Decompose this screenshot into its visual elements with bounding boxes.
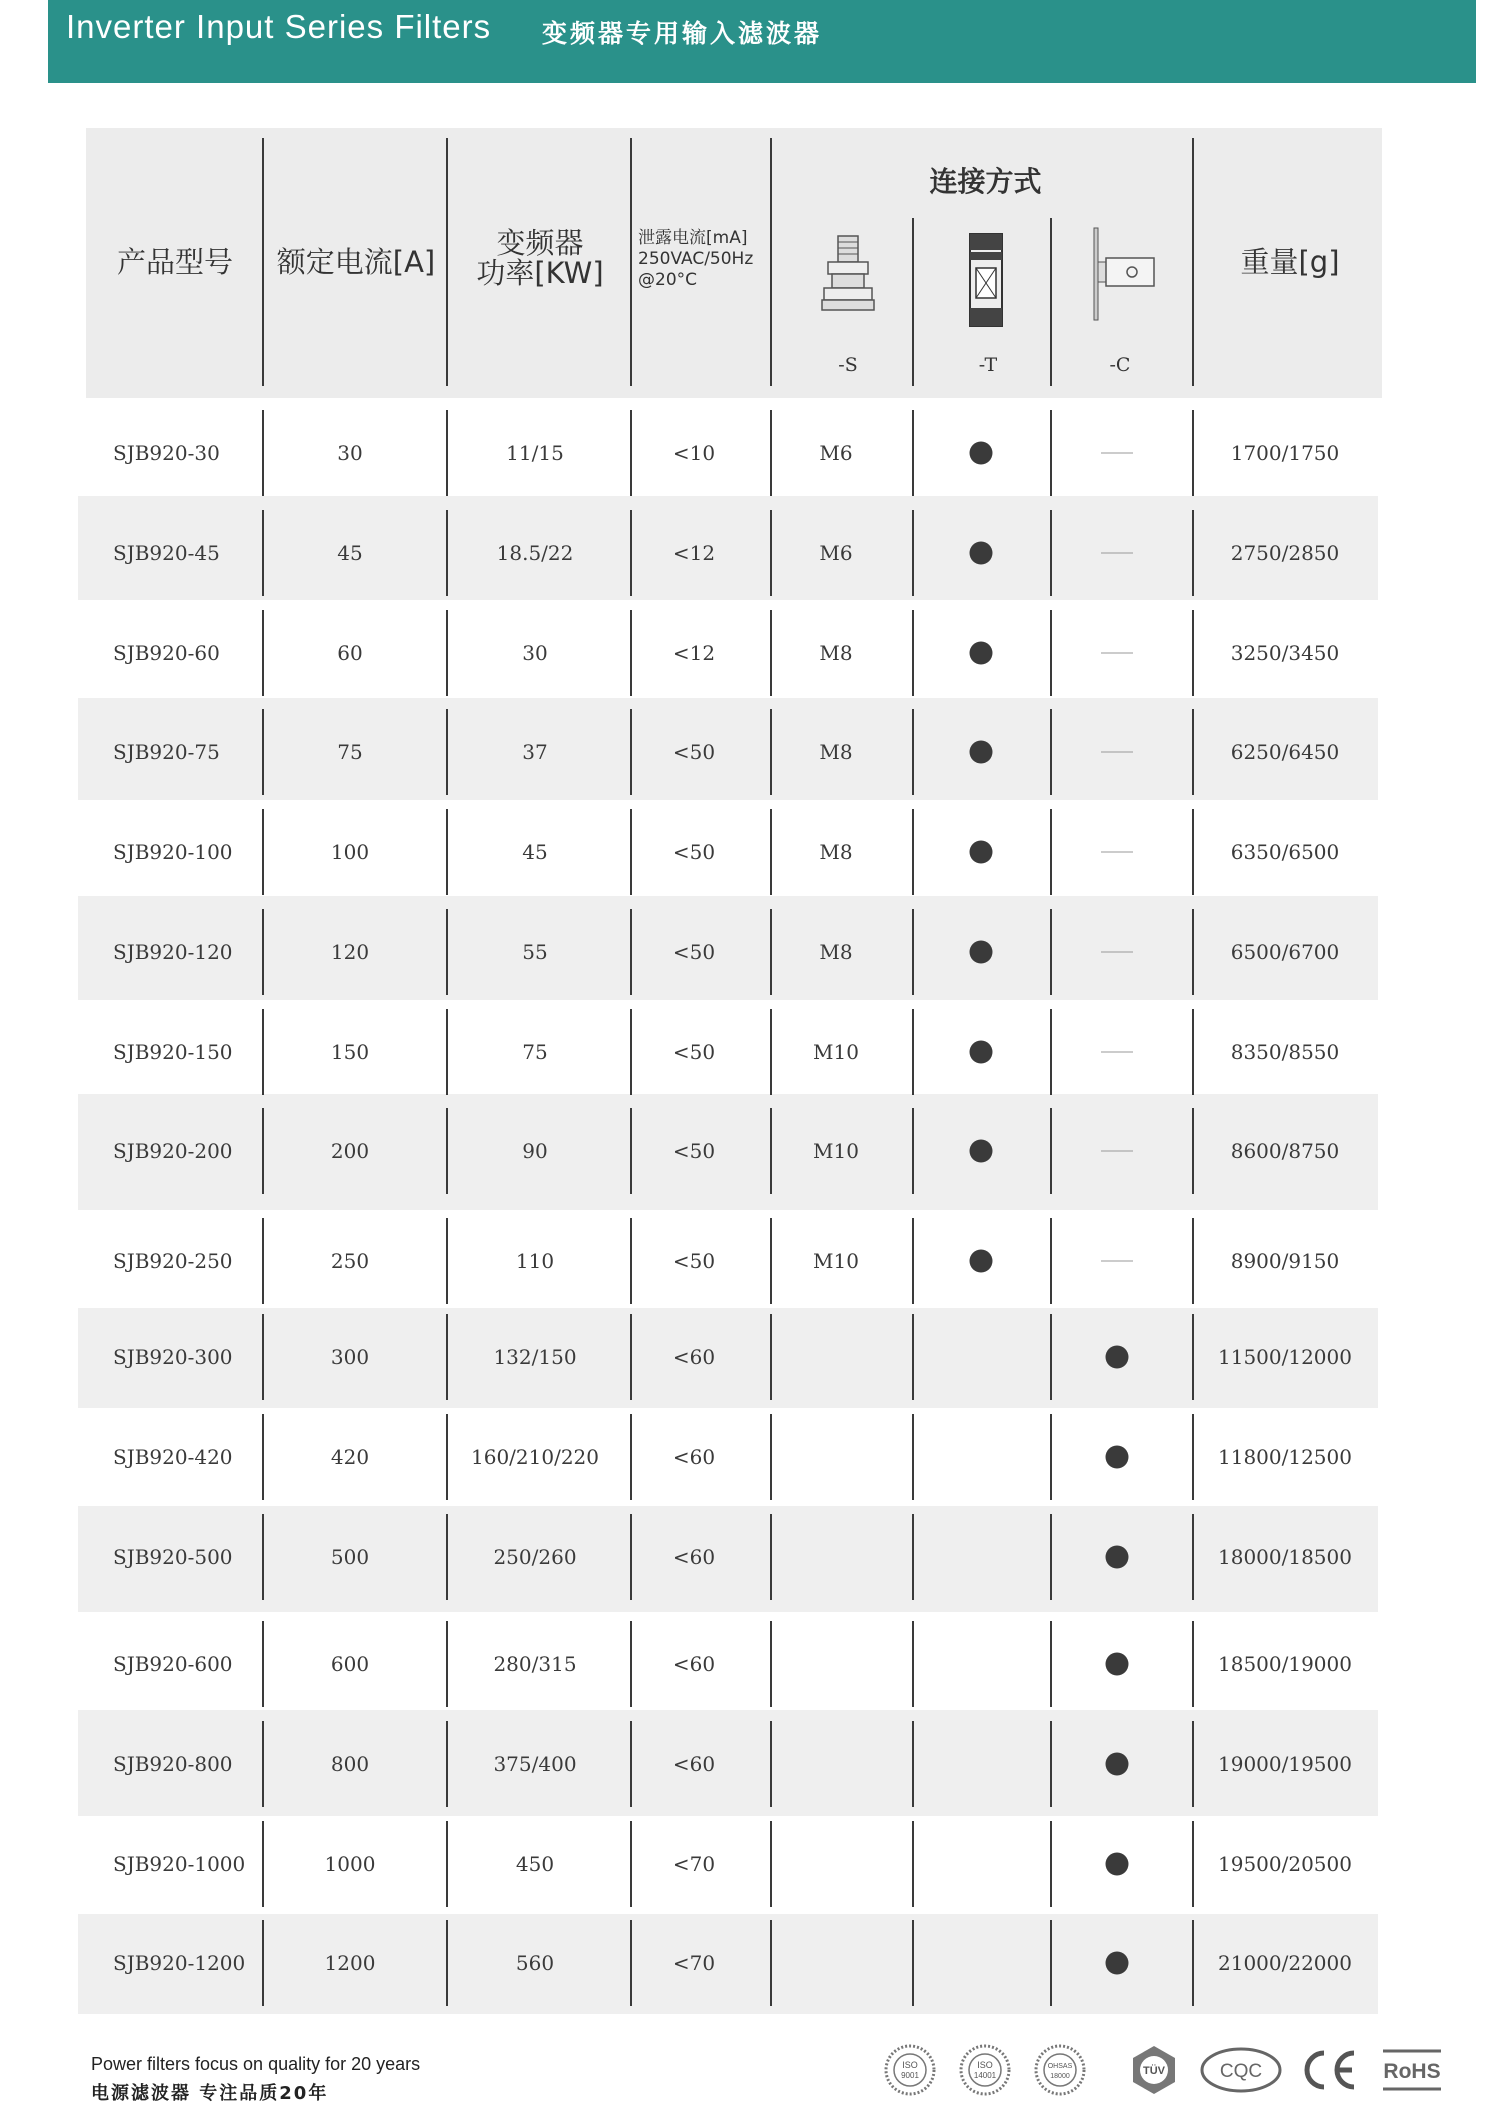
cell-leakage: <50 — [672, 840, 716, 864]
cell-power: 30 — [522, 641, 548, 665]
cell-power: 45 — [522, 840, 548, 864]
cell-model: SJB920-500 — [113, 1545, 233, 1569]
cell-weight: 6350/6500 — [1230, 840, 1340, 864]
column-divider — [1050, 1108, 1052, 1194]
column-divider — [262, 709, 264, 795]
column-divider — [1192, 1920, 1194, 2006]
filled-dot-icon — [970, 1041, 993, 1064]
column-divider — [446, 1414, 448, 1500]
filled-dot-icon — [1106, 1446, 1129, 1469]
cell-weight: 8600/8750 — [1230, 1139, 1340, 1163]
column-divider — [1192, 709, 1194, 795]
filled-dot-icon — [1106, 1853, 1129, 1876]
column-divider — [912, 1920, 914, 2006]
column-divider — [262, 1920, 264, 2006]
column-divider — [1192, 510, 1194, 596]
column-divider — [446, 1514, 448, 1600]
svg-text:OHSAS: OHSAS — [1047, 2063, 1073, 2070]
cell-s: M8 — [819, 740, 853, 764]
column-divider — [1050, 1414, 1052, 1500]
column-divider — [446, 410, 448, 496]
cell-model: SJB920-45 — [113, 541, 220, 565]
column-divider — [1192, 1721, 1194, 1807]
cell-model: SJB920-150 — [113, 1040, 233, 1064]
cell-current: 60 — [337, 641, 363, 665]
iso-9001-logo — [880, 2040, 940, 2100]
header-leakage-line2: 250VAC/50Hz — [638, 249, 754, 269]
svg-text:9001: 9001 — [901, 2071, 919, 2080]
column-divider — [1192, 1821, 1194, 1907]
column-divider — [912, 1621, 914, 1707]
filled-dot-icon — [1106, 1346, 1129, 1369]
svg-text:ISO: ISO — [977, 2060, 993, 2070]
filled-dot-icon — [1106, 1546, 1129, 1569]
column-divider — [1050, 1514, 1052, 1600]
cell-leakage: <12 — [672, 641, 716, 665]
cell-model: SJB920-250 — [113, 1249, 233, 1273]
cell-power: 11/15 — [506, 441, 564, 465]
cell-weight: 11800/12500 — [1218, 1445, 1352, 1469]
cell-power: 250/260 — [493, 1545, 577, 1569]
cell-model: SJB920-100 — [113, 840, 233, 864]
dash-mark — [1101, 752, 1133, 753]
cell-model: SJB920-1000 — [113, 1852, 246, 1876]
column-divider — [446, 709, 448, 795]
cell-current: 100 — [330, 840, 370, 864]
column-divider — [912, 1414, 914, 1500]
header-power-line1: 变频器 — [496, 226, 584, 260]
svg-text:RoHS: RoHS — [1383, 2060, 1441, 2083]
column-divider — [446, 1721, 448, 1807]
title-banner — [48, 0, 1476, 83]
cell-weight: 19000/19500 — [1218, 1752, 1352, 1776]
column-divider — [1050, 1218, 1052, 1304]
header-leakage-line3: @20°C — [638, 270, 698, 290]
cell-power: 560 — [515, 1951, 555, 1975]
svg-text:18000: 18000 — [1050, 2073, 1070, 2080]
tuv-logo — [1124, 2040, 1184, 2100]
column-divider — [262, 410, 264, 496]
cell-current: 300 — [330, 1345, 370, 1369]
cell-leakage: <60 — [672, 1652, 716, 1676]
column-divider — [262, 909, 264, 995]
column-divider — [912, 1514, 914, 1600]
cell-power: 110 — [515, 1249, 555, 1273]
cell-weight: 8900/9150 — [1230, 1249, 1340, 1273]
column-divider — [262, 1218, 264, 1304]
header-power-line2: 功率[KW] — [476, 256, 604, 290]
cell-model: SJB920-30 — [113, 441, 220, 465]
column-divider — [912, 1314, 914, 1400]
column-divider — [446, 510, 448, 596]
filled-dot-icon — [970, 741, 993, 764]
cell-weight: 6250/6450 — [1230, 740, 1340, 764]
column-divider — [1192, 1009, 1194, 1095]
column-divider — [1050, 909, 1052, 995]
cell-power: 90 — [522, 1139, 548, 1163]
cell-weight: 2750/2850 — [1230, 541, 1340, 565]
cell-power: 18.5/22 — [496, 541, 574, 565]
column-divider — [1192, 1218, 1194, 1304]
cell-current: 600 — [330, 1652, 370, 1676]
filled-dot-icon — [970, 941, 993, 964]
cell-leakage: <60 — [672, 1752, 716, 1776]
cell-current: 150 — [330, 1040, 370, 1064]
cell-current: 75 — [337, 740, 363, 764]
column-divider — [262, 138, 264, 386]
cell-current: 1200 — [324, 1951, 376, 1975]
column-divider — [1050, 1621, 1052, 1707]
column-divider — [1192, 1108, 1194, 1194]
column-divider — [770, 138, 772, 386]
cell-model: SJB920-800 — [113, 1752, 233, 1776]
cell-power: 375/400 — [493, 1752, 577, 1776]
cell-s: M8 — [819, 840, 853, 864]
cell-s: M10 — [813, 1249, 859, 1273]
iso-14001-logo — [955, 2040, 1015, 2100]
stud-terminal-icon — [818, 232, 878, 322]
column-divider — [630, 138, 632, 386]
column-divider — [262, 1414, 264, 1500]
cell-power: 160/210/220 — [471, 1445, 599, 1469]
column-divider — [1192, 1314, 1194, 1400]
column-divider — [1192, 610, 1194, 696]
column-divider — [262, 1314, 264, 1400]
cell-power: 132/150 — [493, 1345, 577, 1369]
header-leakage — [638, 228, 778, 291]
header-conn-c: -C — [1109, 354, 1131, 376]
ce-logo — [1298, 2040, 1360, 2100]
column-divider — [262, 809, 264, 895]
header-leakage-line1: 泄露电流[mA] — [638, 228, 748, 248]
dash-mark — [1101, 653, 1133, 654]
dash-mark — [1101, 1261, 1133, 1262]
cell-leakage: <70 — [672, 1852, 716, 1876]
cell-weight: 18000/18500 — [1218, 1545, 1352, 1569]
cell-current: 800 — [330, 1752, 370, 1776]
filled-dot-icon — [970, 642, 993, 665]
cell-current: 1000 — [324, 1852, 376, 1876]
column-divider — [446, 1621, 448, 1707]
cell-power: 75 — [522, 1040, 548, 1064]
column-divider — [262, 1721, 264, 1807]
cell-current: 30 — [337, 441, 363, 465]
cell-model: SJB920-60 — [113, 641, 220, 665]
column-divider — [262, 510, 264, 596]
rohs-logo — [1378, 2040, 1446, 2100]
cqc-logo — [1198, 2040, 1284, 2100]
svg-text:TÜV: TÜV — [1143, 2065, 1165, 2077]
cell-leakage: <70 — [672, 1951, 716, 1975]
column-divider — [1050, 410, 1052, 496]
column-divider — [446, 909, 448, 995]
column-divider — [262, 1514, 264, 1600]
dash-mark — [1101, 453, 1133, 454]
column-divider — [1050, 218, 1052, 386]
column-divider — [446, 1920, 448, 2006]
header-model: 产品型号 — [116, 245, 233, 279]
cell-leakage: <60 — [672, 1445, 716, 1469]
header-conn-t: -T — [978, 354, 998, 376]
cell-leakage: <12 — [672, 541, 716, 565]
cell-model: SJB920-200 — [113, 1139, 233, 1163]
cell-leakage: <50 — [672, 1139, 716, 1163]
filled-dot-icon — [970, 542, 993, 565]
svg-text:14001: 14001 — [973, 2071, 997, 2080]
cell-weight: 1700/1750 — [1230, 441, 1340, 465]
cell-current: 420 — [330, 1445, 370, 1469]
dash-mark — [1101, 952, 1133, 953]
column-divider — [262, 1108, 264, 1194]
column-divider — [1050, 709, 1052, 795]
column-divider — [912, 1721, 914, 1807]
cell-current: 200 — [330, 1139, 370, 1163]
cell-current: 45 — [337, 541, 363, 565]
svg-text:CQC: CQC — [1219, 2061, 1263, 2082]
column-divider — [446, 138, 448, 386]
cell-model: SJB920-420 — [113, 1445, 233, 1469]
filled-dot-icon — [1106, 1653, 1129, 1676]
cell-power: 280/315 — [493, 1652, 577, 1676]
column-divider — [1050, 809, 1052, 895]
column-divider — [1192, 1621, 1194, 1707]
cell-model: SJB920-300 — [113, 1345, 233, 1369]
cell-weight: 6500/6700 — [1230, 940, 1340, 964]
header-current: 额定电流[A] — [276, 245, 436, 279]
page-title-en: Inverter Input Series Filters — [66, 8, 492, 45]
column-divider — [446, 809, 448, 895]
cell-weight: 11500/12000 — [1218, 1345, 1352, 1369]
cell-model: SJB920-600 — [113, 1652, 233, 1676]
cell-s: M10 — [813, 1040, 859, 1064]
filled-dot-icon — [970, 1250, 993, 1273]
column-divider — [1192, 1414, 1194, 1500]
column-divider — [1192, 138, 1194, 386]
svg-text:ISO: ISO — [902, 2060, 918, 2070]
column-divider — [1050, 1821, 1052, 1907]
cell-s: M6 — [819, 441, 853, 465]
column-divider — [1050, 1920, 1052, 2006]
cell-weight: 19500/20500 — [1218, 1852, 1352, 1876]
column-divider — [446, 1314, 448, 1400]
cell-weight: 8350/8550 — [1230, 1040, 1340, 1064]
filled-dot-icon — [1106, 1753, 1129, 1776]
cell-leakage: <50 — [672, 740, 716, 764]
column-divider — [1192, 809, 1194, 895]
cell-power: 55 — [522, 940, 548, 964]
cell-model: SJB920-75 — [113, 740, 220, 764]
cell-weight: 21000/22000 — [1218, 1951, 1352, 1975]
dash-mark — [1101, 1151, 1133, 1152]
cell-power: 37 — [522, 740, 548, 764]
dash-mark — [1101, 1052, 1133, 1053]
cell-leakage: <50 — [672, 940, 716, 964]
cell-current: 500 — [330, 1545, 370, 1569]
column-divider — [446, 610, 448, 696]
column-divider — [446, 1108, 448, 1194]
column-divider — [1192, 909, 1194, 995]
column-divider — [1192, 410, 1194, 496]
terminal-block-icon — [966, 232, 1006, 328]
cell-leakage: <60 — [672, 1345, 716, 1369]
cell-s: M6 — [819, 541, 853, 565]
filled-dot-icon — [1106, 1952, 1129, 1975]
header-weight: 重量[g] — [1240, 245, 1340, 279]
cell-weight: 3250/3450 — [1230, 641, 1340, 665]
cell-leakage: <60 — [672, 1545, 716, 1569]
column-divider — [446, 1218, 448, 1304]
cell-weight: 18500/19000 — [1218, 1652, 1352, 1676]
filled-dot-icon — [970, 442, 993, 465]
column-divider — [1050, 1314, 1052, 1400]
footer-slogan-cn: 电源滤波器 专注品质20年 — [91, 2083, 329, 2104]
solder-lug-icon — [1086, 226, 1158, 322]
column-divider — [1050, 1721, 1052, 1807]
column-divider — [446, 1821, 448, 1907]
column-divider — [1050, 510, 1052, 596]
column-divider — [446, 1009, 448, 1095]
column-divider — [262, 1621, 264, 1707]
cell-leakage: <50 — [672, 1040, 716, 1064]
dash-mark — [1101, 553, 1133, 554]
cell-current: 250 — [330, 1249, 370, 1273]
column-divider — [262, 610, 264, 696]
cell-s: M10 — [813, 1139, 859, 1163]
column-divider — [262, 1009, 264, 1095]
cell-s: M8 — [819, 940, 853, 964]
cell-leakage: <10 — [672, 441, 716, 465]
column-divider — [912, 218, 914, 386]
ohsas-18000-logo — [1030, 2040, 1090, 2100]
column-divider — [1050, 1009, 1052, 1095]
filled-dot-icon — [970, 841, 993, 864]
page-title-cn: 变频器专用输入滤波器 — [542, 19, 823, 48]
header-conn-s: -S — [838, 354, 858, 376]
header-connection: 连接方式 — [929, 165, 1042, 198]
filled-dot-icon — [970, 1140, 993, 1163]
column-divider — [1050, 610, 1052, 696]
header-power — [448, 228, 632, 288]
dash-mark — [1101, 852, 1133, 853]
cell-model: SJB920-120 — [113, 940, 233, 964]
column-divider — [262, 1821, 264, 1907]
cell-s: M8 — [819, 641, 853, 665]
column-divider — [1192, 1514, 1194, 1600]
cell-current: 120 — [330, 940, 370, 964]
footer-slogan-en: Power filters focus on quality for 20 years — [91, 2054, 421, 2074]
cell-power: 450 — [515, 1852, 555, 1876]
cell-model: SJB920-1200 — [113, 1951, 246, 1975]
cell-leakage: <50 — [672, 1249, 716, 1273]
column-divider — [912, 1821, 914, 1907]
